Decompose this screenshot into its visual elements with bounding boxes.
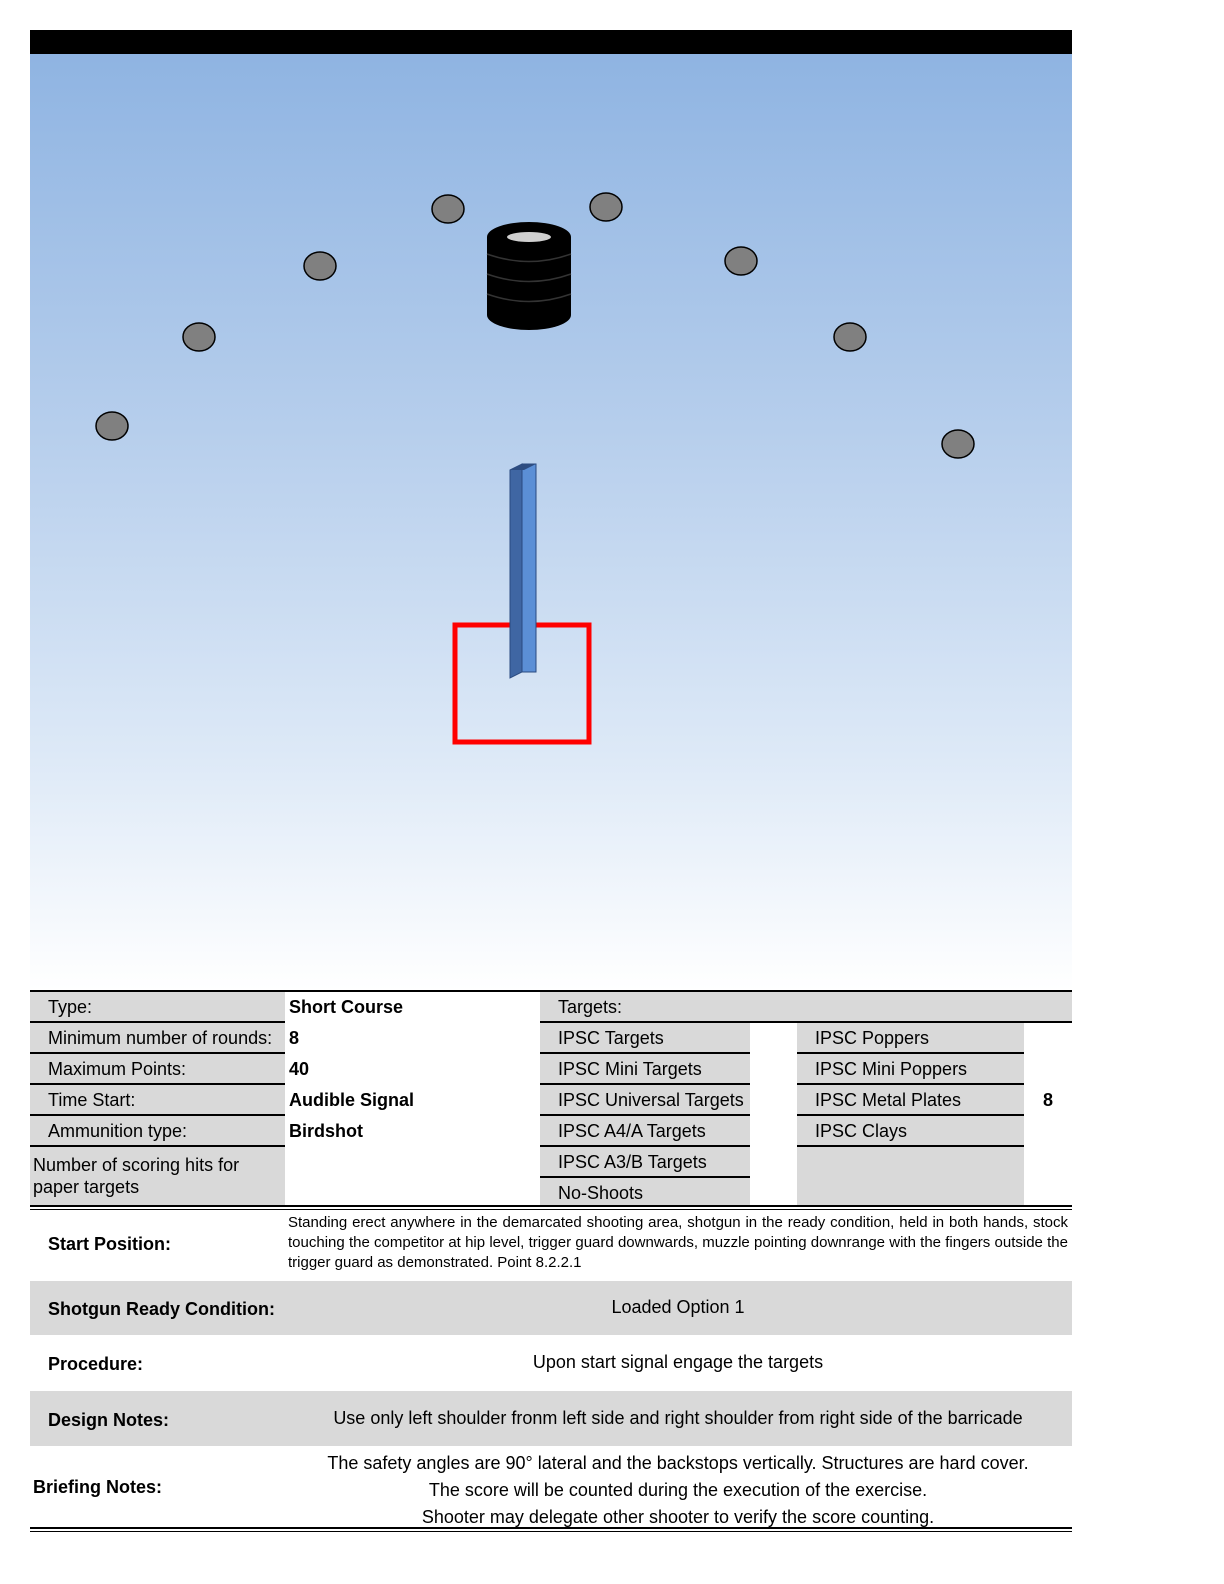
rule xyxy=(540,1114,750,1116)
ready-condition-text: Loaded Option 1 xyxy=(611,1297,745,1317)
metal-plates-count: 8 xyxy=(1042,1090,1053,1110)
ready-condition-label: Shotgun Ready Condition: xyxy=(48,1299,275,1319)
targets-header: Targets: xyxy=(540,992,1072,1021)
metal-plate-target xyxy=(432,195,464,223)
target-type-ipsc-poppers: IPSC Poppers xyxy=(797,1023,1024,1052)
table-bottom-rule-2 xyxy=(30,1209,1072,1210)
metal-plate-target xyxy=(834,323,866,351)
stage-diagram xyxy=(30,54,1072,990)
footer-rule-2 xyxy=(30,1531,1072,1532)
design-notes-section xyxy=(30,1391,1072,1446)
briefing-notes-text xyxy=(288,1450,1068,1531)
start-position-section xyxy=(30,1211,1072,1279)
briefing-notes-section xyxy=(30,1447,1072,1527)
target-type-ipsc-clays: IPSC Clays xyxy=(797,1116,1024,1145)
target-type-no-shoots: No-Shoots xyxy=(540,1178,750,1205)
target-type-ipsc-mini-targets: IPSC Mini Targets xyxy=(540,1054,750,1083)
ammo-value: Birdshot xyxy=(289,1121,363,1141)
type-label: Type: xyxy=(30,992,285,1021)
rule xyxy=(797,1145,1024,1147)
scoring-hits-label-line2: paper targets xyxy=(33,1177,140,1197)
target-type-ipsc-targets: IPSC Targets xyxy=(540,1023,750,1052)
procedure-label: Procedure: xyxy=(48,1354,144,1374)
rule xyxy=(30,1114,285,1116)
type-value: Short Course xyxy=(289,997,404,1017)
briefing-note-line: The score will be counted during the execution of the exercise. xyxy=(428,1480,928,1500)
metal-plate-target xyxy=(96,412,128,440)
max-points-label: Maximum Points: xyxy=(30,1054,285,1083)
target-type-ipsc-a4a-targets: IPSC A4/A Targets xyxy=(540,1116,750,1145)
header-bar xyxy=(30,30,1072,54)
rule xyxy=(540,1052,750,1054)
min-rounds-label: Minimum number of rounds: xyxy=(30,1023,285,1052)
rule xyxy=(540,1083,750,1085)
target-type-ipsc-metal-plates: IPSC Metal Plates xyxy=(797,1085,1024,1114)
target-type-empty xyxy=(797,1147,1024,1205)
design-notes-label: Design Notes: xyxy=(48,1410,170,1430)
target-type-ipsc-a3b-targets: IPSC A3/B Targets xyxy=(540,1147,750,1176)
ammo-label: Ammunition type: xyxy=(30,1116,285,1145)
tire-stack xyxy=(487,222,571,330)
design-notes-text: Use only left shoulder fronm left side and right shoulder from right side of the barricade xyxy=(333,1408,1023,1428)
procedure-text: Upon start signal engage the targets xyxy=(532,1352,824,1372)
ready-condition-section xyxy=(30,1281,1072,1335)
rule xyxy=(30,1083,285,1085)
time-start-label: Time Start: xyxy=(30,1085,285,1114)
start-position-label: Start Position: xyxy=(48,1234,172,1254)
rule xyxy=(30,1145,285,1147)
briefing-note-line: Shooter may delegate other shooter to verify the score counting. xyxy=(421,1507,935,1527)
rule xyxy=(797,1114,1024,1116)
max-points-value: 40 xyxy=(289,1059,310,1079)
target-type-ipsc-mini-poppers: IPSC Mini Poppers xyxy=(797,1054,1024,1083)
metal-plate-target xyxy=(725,247,757,275)
scoring-hits-label-line1: Number of scoring hits for xyxy=(33,1155,240,1175)
metal-plate-target xyxy=(304,252,336,280)
table-bottom-rule xyxy=(30,1205,1072,1207)
rule xyxy=(797,1083,1024,1085)
metal-plate-target xyxy=(183,323,215,351)
target-type-ipsc-universal-targets: IPSC Universal Targets xyxy=(540,1085,750,1114)
start-position-text: Standing erect anywhere in the demarcated shooting area, shotgun in the ready condition, held in both hands, stock touching the competitor at hip level, trigger guard downwards, muzzle pointing downrange with the fingers outside the trigger guard as demonstrated. Point 8.2.2.1 xyxy=(288,1214,1068,1271)
time-start-value: Audible Signal xyxy=(289,1090,415,1110)
rule xyxy=(30,1052,285,1054)
scoring-hits-label xyxy=(30,1147,285,1205)
min-rounds-value: 8 xyxy=(289,1028,300,1048)
rule xyxy=(540,1145,750,1147)
metal-plate-target xyxy=(590,193,622,221)
metal-plate-target xyxy=(942,430,974,458)
briefing-note-line: The safety angles are 90° lateral and the backstops vertically. Structures are hard cover. xyxy=(327,1453,1029,1473)
rule xyxy=(30,1021,285,1023)
footer-rule xyxy=(30,1527,1072,1529)
barricade xyxy=(510,464,536,678)
briefing-notes-label: Briefing Notes: xyxy=(33,1477,163,1497)
rule xyxy=(540,1176,750,1178)
rule xyxy=(797,1052,1024,1054)
procedure-section xyxy=(30,1336,1072,1390)
